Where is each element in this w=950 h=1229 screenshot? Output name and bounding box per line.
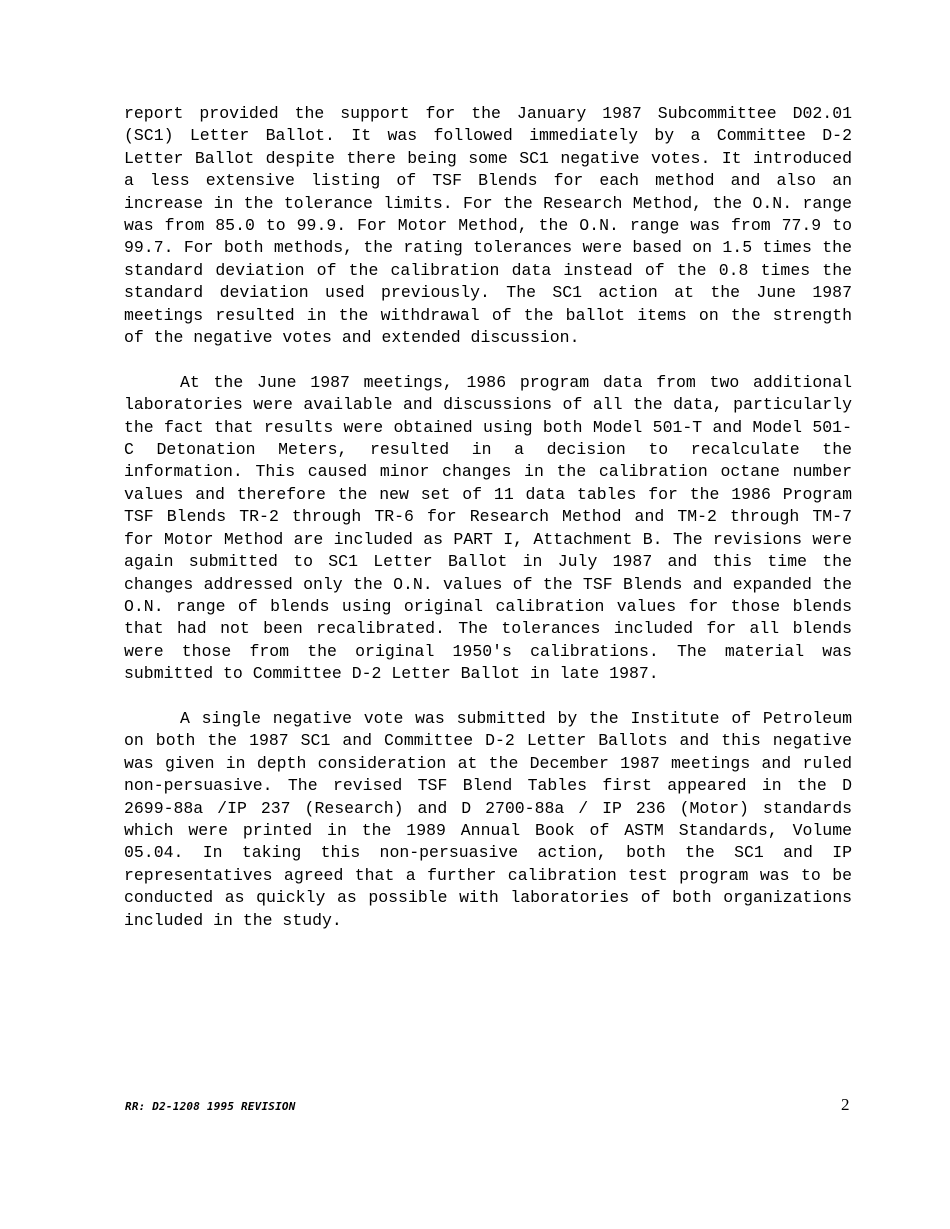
paragraph-ballot-history: report provided the support for the January 1987 Subcommittee D02.01 (SC1) Letter Ballot. It was followed immediately by a Committee D-2 Letter Ballot despite there being some SC1 negative votes. It introduced a less extensive listing of TSF Blends for each method and also an increase in the tolerance limits. For the Research Method, the O.N. range was from 85.0 to 99.9. For Motor Method, the O.N. range was from 77.9 to 99.7. For both methods, the rating tolerances were based on 1.5 times the standard deviation of the calibration data instead of the 0.8 times the standard deviation used previously. The SC1 action at the June 1987 meetings resulted in the withdrawal of the ballot items on the strength of the negative votes and extended discussion. [124, 104, 852, 348]
footer-page-number: 2 [841, 1095, 850, 1114]
paragraph-negative-vote: A single negative vote was submitted by the Institute of Petroleum on both the 1987 SC1 and Committee D-2 Letter Ballots and this negative was given in depth consideration at the December 1987 meetings and ruled non-persuasive. The revised TSF Blend Tables first appeared in the D 2699-88a /IP 237 (Research) and D 2700-88a / IP 236 (Motor) standards which were printed in the 1989 Annual Book of ASTM Standards, Volume 05.04. In taking this non-persuasive action, both the SC1 and IP representatives agreed that a further calibration test program was to be conducted as quickly as possible with laboratories of both organizations included in the study. [124, 708, 852, 930]
footer-document-id: RR: D2-1208 1995 REVISION [125, 1100, 296, 1113]
paragraph-june-1987-meetings: At the June 1987 meetings, 1986 program data from two additional laboratories were available and discussions of all the data, particularly the fact that results were obtained using both Model 501-T and Model 501-C Detonation Meters, resulted in a decision to recalculate the information. This caused minor changes in the calibration octane number values and therefore the new set of 11 data tables for the 1986 Program TSF Blends TR-2 through TR-6 for Research Method and TM-2 through TM-7 for Motor Method are included as PART I, Attachment B. The revisions were again submitted to SC1 Letter Ballot in July 1987 and this time the changes addressed only the O.N. values of the TSF Blends and expanded the O.N. range of blends using original calibration values for those blends that had not been recalibrated. The tolerances included for all blends were those from the original 1950's calibrations. The material was submitted to Committee D-2 Letter Ballot in late 1987. [124, 372, 852, 684]
document-body [124, 103, 852, 954]
